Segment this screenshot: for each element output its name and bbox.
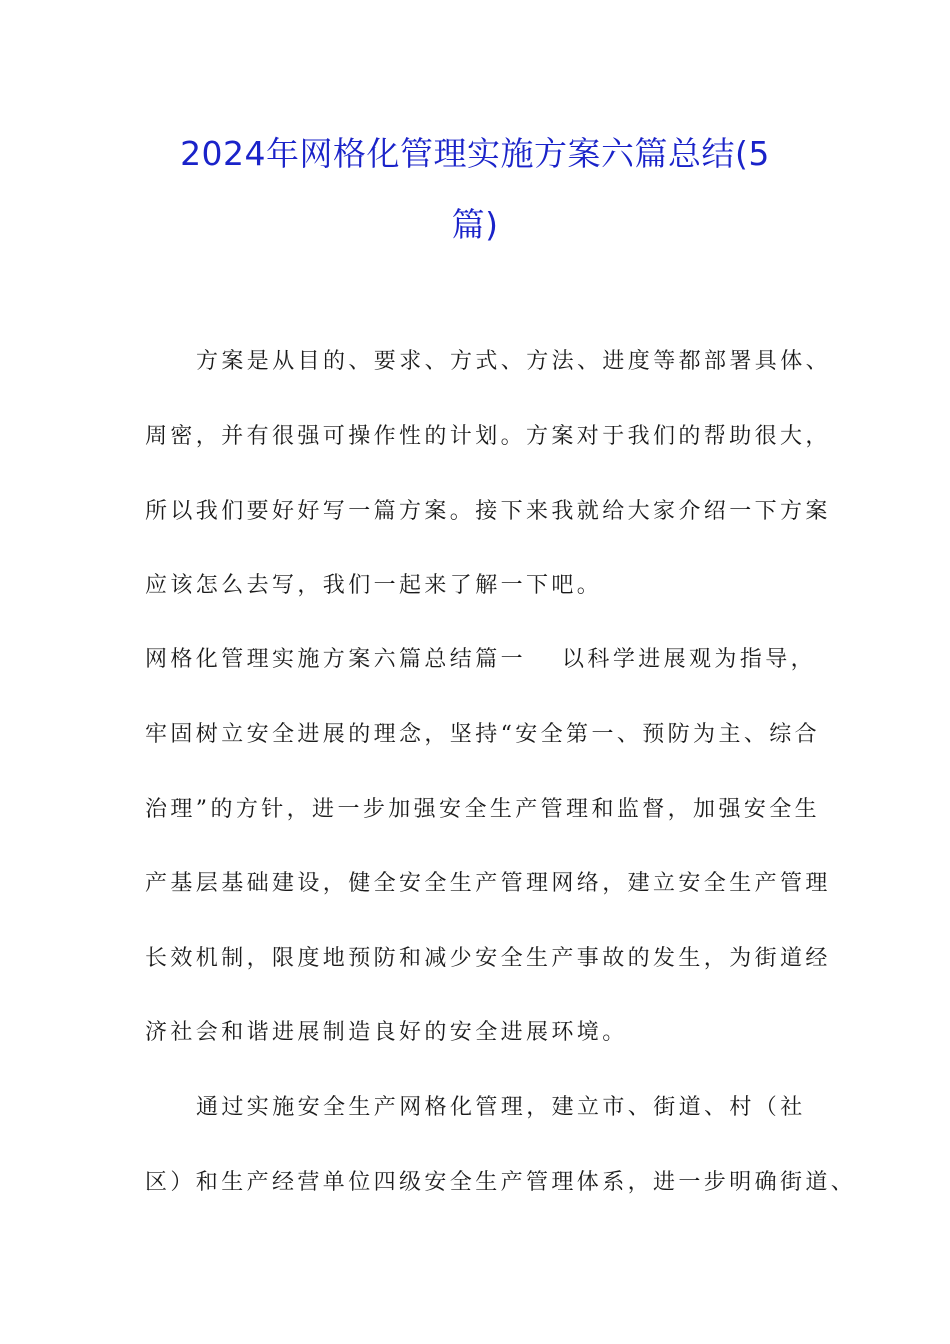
paragraph-line: 应该怎么去写，我们一起来了解一下吧。: [145, 573, 603, 598]
paragraph-line: 区）和生产经营单位四级安全生产管理体系，进一步明确街道、: [145, 1170, 857, 1195]
document-title: [120, 118, 830, 260]
paragraph-line: 所以我们要好好写一篇方案。接下来我就给大家介绍一下方案: [145, 499, 831, 524]
section-heading-line: [145, 645, 825, 675]
paragraph-line: 方案是从目的、要求、方式、方法、进度等都部署具体、: [196, 349, 832, 374]
title-line-2: 篇): [451, 205, 499, 244]
paragraph-line: 治理”的方针，进一步加强安全生产管理和监督，加强安全生: [145, 797, 821, 822]
paragraph-start: 以科学进展观为指导，: [562, 647, 817, 672]
section-heading: 网格化管理实施方案六篇总结篇一: [145, 647, 527, 672]
title-line-1: 2024年网格化管理实施方案六篇总结(5: [180, 134, 770, 173]
paragraph-line: 产基层基础建设，健全安全生产管理网络，建立安全生产管理: [145, 871, 831, 896]
paragraph-line: 济社会和谐进展制造良好的安全进展环境。: [145, 1020, 628, 1045]
paragraph-line: 周密，并有很强可操作性的计划。方案对于我们的帮助很大，: [145, 424, 831, 449]
paragraph-line: 通过实施安全生产网格化管理，建立市、街道、村（社: [196, 1095, 806, 1120]
paragraph-line: 牢固树立安全进展的理念，坚持“安全第一、预防为主、综合: [145, 722, 821, 747]
paragraph-line: 长效机制，限度地预防和减少安全生产事故的发生，为街道经: [145, 946, 831, 971]
